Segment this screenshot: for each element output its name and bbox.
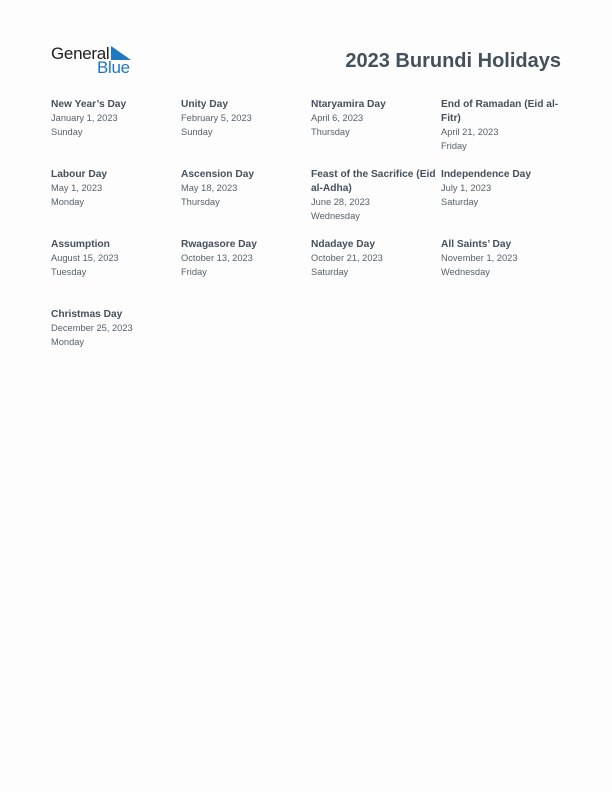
holiday-weekday: Tuesday [51, 266, 87, 277]
holiday-date: November 1, 2023 [441, 253, 518, 263]
holiday-grid [51, 98, 571, 378]
holiday-weekday: Thursday [311, 126, 350, 137]
holiday-item [51, 98, 176, 139]
holiday-weekday: Wednesday [311, 210, 360, 221]
holiday-row [51, 308, 571, 378]
holiday-date: October 13, 2023 [181, 253, 253, 263]
holiday-date: July 1, 2023 [441, 183, 492, 193]
holiday-weekday: Thursday [181, 196, 220, 207]
holiday-name: Ntaryamira Day [311, 99, 386, 110]
holiday-weekday: Sunday [51, 126, 83, 137]
holiday-name: End of Ramadan (Eid al-Fitr) [441, 99, 559, 124]
holiday-item [311, 168, 436, 223]
holiday-name: Unity Day [181, 99, 228, 110]
holiday-weekday: Monday [51, 196, 85, 207]
holiday-item [181, 238, 306, 279]
holiday-date: June 28, 2023 [311, 197, 370, 207]
holiday-item [51, 308, 176, 349]
holiday-name: New Year’s Day [51, 99, 127, 110]
holiday-item [181, 98, 306, 139]
holiday-weekday: Friday [181, 266, 207, 277]
holiday-weekday: Sunday [181, 126, 213, 137]
page-title: 2023 Burundi Holidays [345, 50, 561, 72]
holiday-date: April 21, 2023 [441, 127, 499, 137]
holiday-weekday: Monday [51, 336, 85, 347]
holiday-name: Christmas Day [51, 309, 123, 320]
holiday-name: Ascension Day [181, 169, 255, 180]
holiday-item [441, 98, 566, 153]
holiday-weekday: Wednesday [441, 266, 490, 277]
holiday-row [51, 168, 571, 238]
holiday-item [51, 168, 176, 209]
holiday-name: Assumption [51, 239, 110, 250]
holiday-name: Rwagasore Day [181, 239, 257, 250]
holiday-row [51, 98, 571, 168]
holiday-item [51, 238, 176, 279]
holiday-name: Feast of the Sacrifice (Eid al-Adha) [311, 169, 436, 194]
holiday-weekday: Saturday [311, 266, 349, 277]
holiday-item [181, 168, 306, 209]
holiday-item [311, 98, 436, 139]
holiday-date: April 6, 2023 [311, 113, 364, 123]
holiday-name: Ndadaye Day [311, 239, 375, 250]
holiday-name: All Saints’ Day [441, 239, 512, 250]
holiday-item [441, 168, 566, 209]
holiday-weekday: Friday [441, 140, 467, 151]
holiday-date: May 18, 2023 [181, 183, 238, 193]
holiday-date: January 1, 2023 [51, 113, 118, 123]
holiday-date: February 5, 2023 [181, 113, 252, 123]
holiday-name: Labour Day [51, 169, 108, 180]
logo-text-blue: Blue [97, 58, 130, 77]
holiday-date: May 1, 2023 [51, 183, 103, 193]
holiday-item [311, 238, 436, 279]
holiday-date: October 21, 2023 [311, 253, 383, 263]
holiday-weekday: Saturday [441, 196, 479, 207]
holiday-date: August 15, 2023 [51, 253, 119, 263]
holiday-row [51, 238, 571, 308]
holiday-name: Independence Day [441, 169, 532, 180]
logo-text-general: General [51, 44, 110, 63]
holiday-item [441, 238, 566, 279]
logo [51, 44, 141, 78]
holiday-date: December 25, 2023 [51, 323, 133, 333]
